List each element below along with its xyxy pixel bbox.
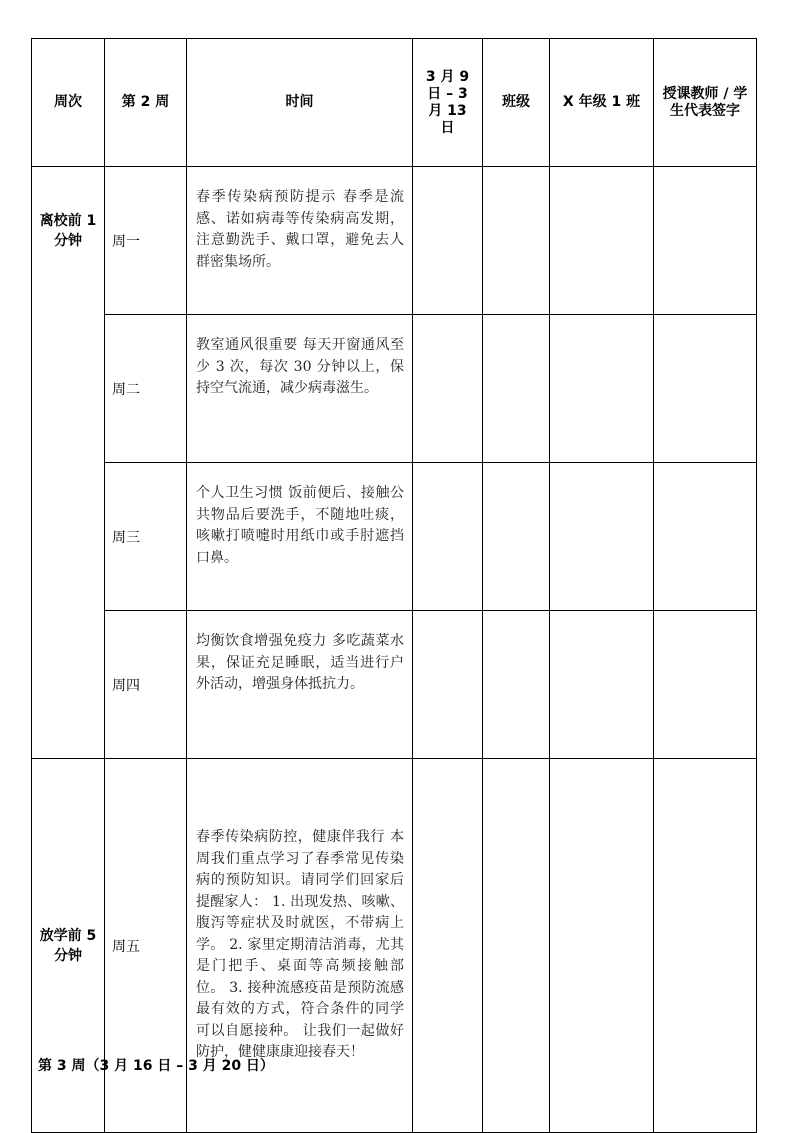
class-cell <box>483 611 550 759</box>
next-week-heading: 第 3 周（3 月 16 日 – 3 月 20 日） <box>38 1058 274 1074</box>
class-value-cell <box>550 315 654 463</box>
date-cell <box>413 463 483 611</box>
day-cell: 周三 <box>105 463 187 611</box>
time-label: 时间 <box>187 39 413 167</box>
week-value: 第 2 周 <box>105 39 187 167</box>
class-value-cell <box>550 611 654 759</box>
class-value-cell <box>550 463 654 611</box>
date-cell <box>413 759 483 1133</box>
signature-cell[interactable] <box>654 167 757 315</box>
content-cell: 春季传染病预防提示 春季是流感、诺如病毒等传染病高发期，注意勤洗手、戴口罩，避免去人群密集场所。 <box>187 167 413 315</box>
table-row <box>32 759 757 1133</box>
signature-cell[interactable] <box>654 759 757 1133</box>
section-before-leave: 离校前 1 分钟 <box>32 167 105 759</box>
signer-label: 授课教师 / 学生代表签字 <box>654 39 757 167</box>
signature-cell[interactable] <box>654 611 757 759</box>
signature-cell[interactable] <box>654 315 757 463</box>
section-after-school: 放学前 5 分钟 <box>32 759 105 1133</box>
date-cell <box>413 611 483 759</box>
class-value-cell <box>550 167 654 315</box>
table-row <box>32 611 757 759</box>
day-cell: 周二 <box>105 315 187 463</box>
schedule-table <box>31 38 757 1133</box>
class-cell <box>483 463 550 611</box>
content-cell: 均衡饮食增强免疫力 多吃蔬菜水果，保证充足睡眠，适当进行户外活动，增强身体抵抗力。 <box>187 611 413 759</box>
content-cell: 春季传染病防控，健康伴我行 本周我们重点学习了春季常见传染病的预防知识。请同学们回家后提醒家人： 1. 出现发热、咳嗽、腹泻等症状及时就医，不带病上学。 2. 家里定期清洁消毒，尤其是门把手、桌面等高频接触部位。 3. 接种流感疫苗是预防流感最有效的方式，符合条件的同学可以自愿接种。 让我们一起做好防护，健健康康迎接春天！ <box>187 759 413 1133</box>
class-value: X 年级 1 班 <box>550 39 654 167</box>
table-row <box>32 167 757 315</box>
day-cell: 周五 <box>105 759 187 1133</box>
class-value-cell <box>550 759 654 1133</box>
class-label: 班级 <box>483 39 550 167</box>
week-label: 周次 <box>32 39 105 167</box>
date-cell <box>413 315 483 463</box>
day-cell: 周四 <box>105 611 187 759</box>
table-row <box>32 315 757 463</box>
class-cell <box>483 759 550 1133</box>
date-range: 3 月 9 日 – 3 月 13 日 <box>413 39 483 167</box>
table-row <box>32 463 757 611</box>
signature-cell[interactable] <box>654 463 757 611</box>
date-cell <box>413 167 483 315</box>
content-cell: 教室通风很重要 每天开窗通风至少 3 次，每次 30 分钟以上，保持空气流通，减少病毒滋生。 <box>187 315 413 463</box>
class-cell <box>483 167 550 315</box>
header-row <box>32 39 757 167</box>
content-cell: 个人卫生习惯 饭前便后、接触公共物品后要洗手，不随地吐痰，咳嗽打喷嚏时用纸巾或手肘遮挡口鼻。 <box>187 463 413 611</box>
day-cell: 周一 <box>105 167 187 315</box>
class-cell <box>483 315 550 463</box>
